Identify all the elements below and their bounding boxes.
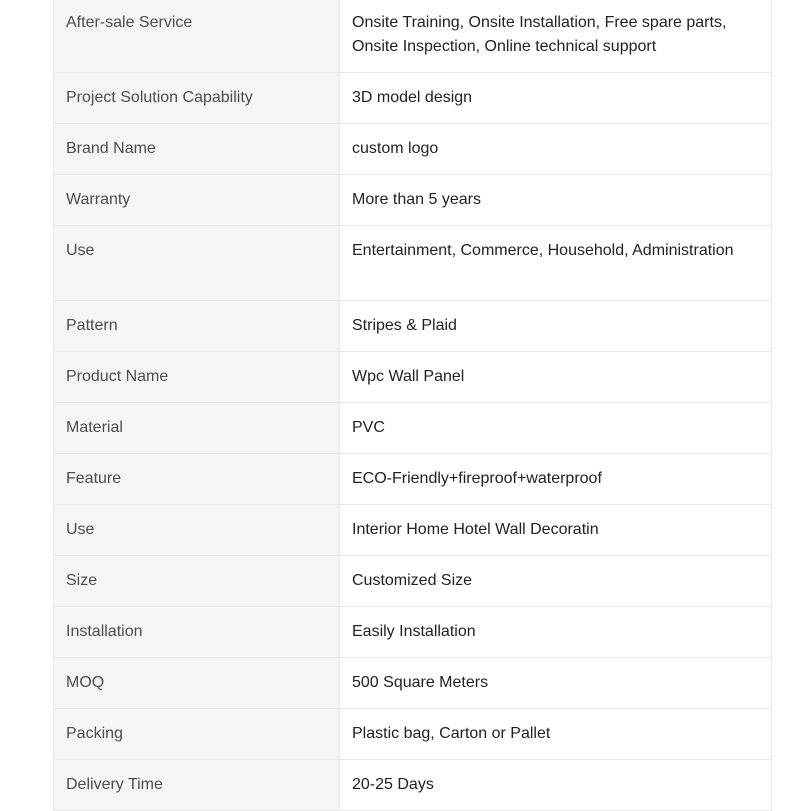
spec-key: Warranty [54, 175, 340, 226]
spec-value: Stripes & Plaid [340, 301, 772, 352]
spec-key: Material [54, 403, 340, 454]
spec-value: Onsite Training, Onsite Installation, Free spare parts, Onsite Inspection, Online technical support [340, 0, 772, 73]
spec-value: 20-25 Days [340, 760, 772, 811]
spec-key: Size [54, 556, 340, 607]
table-row [54, 505, 772, 556]
spec-table [53, 0, 772, 811]
spec-key: Installation [54, 607, 340, 658]
table-row [54, 454, 772, 505]
spec-value: ECO-Friendly+fireproof+waterproof [340, 454, 772, 505]
table-row [54, 0, 772, 73]
spec-value: 3D model design [340, 73, 772, 124]
table-row [54, 301, 772, 352]
spec-value: custom logo [340, 124, 772, 175]
table-row [54, 403, 772, 454]
spec-key: Project Solution Capability [54, 73, 340, 124]
spec-key: Brand Name [54, 124, 340, 175]
table-row [54, 760, 772, 811]
table-row [54, 709, 772, 760]
spec-value: Entertainment, Commerce, Household, Administration [340, 226, 772, 301]
spec-value: Wpc Wall Panel [340, 352, 772, 403]
spec-value: PVC [340, 403, 772, 454]
spec-value: More than 5 years [340, 175, 772, 226]
spec-key: Delivery Time [54, 760, 340, 811]
spec-key: Pattern [54, 301, 340, 352]
spec-key: Use [54, 505, 340, 556]
table-row [54, 226, 772, 301]
table-row [54, 556, 772, 607]
spec-key: Feature [54, 454, 340, 505]
table-row [54, 73, 772, 124]
spec-key: Use [54, 226, 340, 301]
table-row [54, 658, 772, 709]
table-row [54, 607, 772, 658]
spec-value: Plastic bag, Carton or Pallet [340, 709, 772, 760]
spec-key: Packing [54, 709, 340, 760]
spec-value: 500 Square Meters [340, 658, 772, 709]
spec-value: Interior Home Hotel Wall Decoratin [340, 505, 772, 556]
spec-value: Easily Installation [340, 607, 772, 658]
spec-key: Product Name [54, 352, 340, 403]
spec-key: After-sale Service [54, 0, 340, 73]
table-row [54, 352, 772, 403]
spec-key: MOQ [54, 658, 340, 709]
table-row [54, 124, 772, 175]
spec-value: Customized Size [340, 556, 772, 607]
table-row [54, 175, 772, 226]
